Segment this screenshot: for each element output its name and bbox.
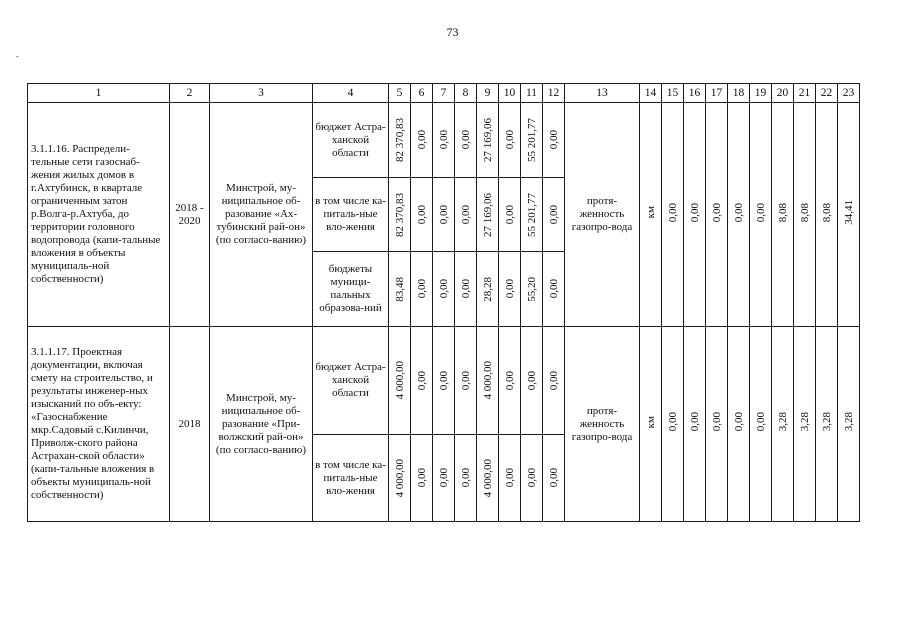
funding-value: 0,00	[547, 204, 560, 225]
indicator-value: 3,28	[798, 412, 811, 432]
indicator-value-cell	[816, 103, 838, 327]
funding-value-cell	[499, 178, 521, 252]
indicator-value: 0,00	[732, 202, 745, 223]
funding-value: 4 000,00	[481, 361, 494, 400]
indicator-value-cell	[662, 327, 684, 522]
indicator-value-cell	[706, 103, 728, 327]
column-header: 23	[838, 84, 860, 103]
column-header: 16	[684, 84, 706, 103]
funding-value: 0,00	[459, 130, 472, 150]
indicator-value-cell	[706, 327, 728, 522]
indicator-value: 3,28	[842, 412, 855, 432]
funding-value: 55,20	[525, 276, 538, 302]
funding-value-cell	[521, 178, 543, 252]
column-header: 19	[750, 84, 772, 103]
funding-value: 4 000,00	[393, 458, 406, 498]
funding-value-cell	[389, 327, 411, 435]
column-header: 20	[772, 84, 794, 103]
funding-value-cell	[521, 435, 543, 522]
indicator-value-cell	[816, 327, 838, 522]
funding-value-cell	[543, 435, 565, 522]
funding-value: 0,00	[437, 370, 450, 391]
funding-value: 0,00	[459, 370, 472, 391]
funding-value-cell	[433, 178, 455, 252]
table-row	[28, 103, 860, 178]
indicator-value: 0,00	[666, 412, 679, 432]
indicator-value-cell	[684, 327, 706, 522]
funding-value: 0,00	[437, 279, 450, 299]
funding-value: 0,00	[415, 370, 428, 391]
funding-value: 55 201,77	[525, 192, 538, 237]
funding-value-cell	[411, 435, 433, 522]
event-name-cell: 3.1.1.17. Проектная документации, включая смету на строительство, и результаты инженер-ных изысканий по объ-екту: «Газоснабжение мкр.Садовый с.Килинчи, Приволж-ского района Астрахан-ской области» (капи-тальные вложения в объекты муниципаль-ной собственности)	[28, 327, 170, 522]
funding-value: 0,00	[437, 204, 450, 225]
funding-source-cell: бюджет Астра-ханской области	[313, 327, 389, 435]
funding-value: 0,00	[547, 370, 560, 391]
indicator-value: 8,08	[820, 202, 833, 223]
column-header: 8	[455, 84, 477, 103]
funding-value-cell	[499, 435, 521, 522]
funding-value-cell	[411, 103, 433, 178]
funding-value-cell	[389, 178, 411, 252]
funding-value-cell	[543, 103, 565, 178]
column-header: 18	[728, 84, 750, 103]
funding-value-cell	[411, 252, 433, 327]
stray-mark: -	[16, 52, 19, 61]
funding-value-cell	[411, 327, 433, 435]
funding-value-cell	[499, 252, 521, 327]
funding-value: 27 169,06	[481, 192, 494, 237]
funding-value-cell	[455, 435, 477, 522]
period-cell: 2018	[170, 327, 210, 522]
funding-value-cell	[455, 103, 477, 178]
funding-value-cell	[433, 435, 455, 522]
funding-value-cell	[455, 178, 477, 252]
indicator-value: 0,00	[710, 202, 723, 223]
funding-value: 0,00	[415, 279, 428, 299]
funding-value: 4 000,00	[393, 361, 406, 400]
column-header: 17	[706, 84, 728, 103]
column-header: 6	[411, 84, 433, 103]
funding-value: 0,00	[503, 468, 516, 488]
funding-value-cell	[477, 252, 499, 327]
column-header: 21	[794, 84, 816, 103]
funding-value: 82 370,83	[393, 118, 406, 162]
event-name-cell: 3.1.1.16. Распредели-тельные сети газоснаб-жения жилых домов в г.Ахтубинск, в квартале ограниченным затон р.Волга-р.Ахтуба, до территории головного водопровода (капи-тальные вложения в объекты муниципаль-ной собственности)	[28, 103, 170, 327]
indicator-value-cell	[728, 327, 750, 522]
column-header: 10	[499, 84, 521, 103]
funding-value-cell	[411, 178, 433, 252]
column-header: 1	[28, 84, 170, 103]
funding-value-cell	[455, 327, 477, 435]
indicator-value-cell	[838, 327, 860, 522]
funding-value: 0,00	[503, 204, 516, 225]
funding-value: 83,48	[393, 276, 406, 302]
indicator-value: 8,08	[798, 202, 811, 223]
column-header: 5	[389, 84, 411, 103]
funding-value-cell	[389, 103, 411, 178]
funding-value-cell	[521, 327, 543, 435]
funding-value: 0,00	[525, 370, 538, 391]
column-header: 7	[433, 84, 455, 103]
indicator-value: 0,00	[688, 202, 701, 223]
funding-value: 0,00	[459, 279, 472, 299]
unit-label: км	[644, 415, 657, 429]
funding-value: 0,00	[415, 468, 428, 488]
indicator-value-cell	[728, 103, 750, 327]
column-header: 14	[640, 84, 662, 103]
indicator-value-cell	[794, 327, 816, 522]
funding-value: 0,00	[459, 468, 472, 488]
column-header: 2	[170, 84, 210, 103]
indicator-value-cell	[662, 103, 684, 327]
funding-value: 0,00	[459, 204, 472, 225]
column-header: 4	[313, 84, 389, 103]
indicator-value-cell	[772, 103, 794, 327]
column-header: 12	[543, 84, 565, 103]
funding-source-cell: бюджет Астра-ханской области	[313, 103, 389, 178]
column-header: 3	[210, 84, 313, 103]
funding-value: 0,00	[503, 279, 516, 299]
indicator-value: 0,00	[754, 202, 767, 223]
funding-source-cell: в том числе ка-питаль-ные вло-жения	[313, 178, 389, 252]
funding-value: 27 169,06	[481, 118, 494, 162]
indicator-value: 0,00	[754, 412, 767, 432]
column-header: 15	[662, 84, 684, 103]
indicator-value-cell	[838, 103, 860, 327]
funding-value: 0,00	[547, 130, 560, 150]
indicator-value: 3,28	[776, 412, 789, 432]
funding-value: 28,28	[481, 276, 494, 302]
funding-value-cell	[389, 252, 411, 327]
indicator-value: 0,00	[710, 412, 723, 432]
page-number: 73	[446, 25, 459, 39]
executor-cell: Минстрой, му-ниципальное об-разование «При-волжский рай-он» (по согласо-ванию)	[210, 327, 313, 522]
funding-value-cell	[543, 178, 565, 252]
funding-value: 82 370,83	[393, 192, 406, 237]
funding-value: 0,00	[503, 370, 516, 391]
unit-label: км	[644, 206, 657, 219]
funding-value-cell	[499, 327, 521, 435]
funding-value: 0,00	[525, 468, 538, 488]
funding-value: 0,00	[503, 130, 516, 150]
period-cell: 2018 - 2020	[170, 103, 210, 327]
funding-value: 55 201,77	[525, 118, 538, 162]
funding-value-cell	[543, 252, 565, 327]
funding-value: 0,00	[547, 279, 560, 299]
funding-value: 0,00	[415, 130, 428, 150]
indicator-value-cell	[750, 327, 772, 522]
funding-value-cell	[433, 327, 455, 435]
funding-value: 0,00	[547, 468, 560, 488]
indicator-value-cell	[772, 327, 794, 522]
unit-cell	[640, 103, 662, 327]
funding-value: 0,00	[415, 204, 428, 225]
column-header: 11	[521, 84, 543, 103]
indicator-value: 8,08	[776, 202, 789, 223]
column-header: 22	[816, 84, 838, 103]
indicator-value-cell	[794, 103, 816, 327]
unit-cell	[640, 327, 662, 522]
indicator-value: 0,00	[688, 412, 701, 432]
executor-cell: Минстрой, му-ниципальное об-разование «Ах-тубинский рай-он» (по согласо-ванию)	[210, 103, 313, 327]
funding-value-cell	[433, 103, 455, 178]
indicator-cell: протя-женность газопро-вода	[565, 327, 640, 522]
program-table	[27, 83, 860, 522]
funding-value: 4 000,00	[481, 458, 494, 498]
indicator-value: 3,28	[820, 412, 833, 432]
funding-value-cell	[499, 103, 521, 178]
funding-source-cell: бюджеты муници-пальных образова-ний	[313, 252, 389, 327]
indicator-value: 0,00	[732, 412, 745, 432]
funding-value: 0,00	[437, 130, 450, 150]
funding-value-cell	[521, 103, 543, 178]
funding-value-cell	[389, 435, 411, 522]
column-header: 13	[565, 84, 640, 103]
funding-source-cell: в том числе ка-питаль-ные вло-жения	[313, 435, 389, 522]
indicator-value: 0,00	[666, 202, 679, 223]
funding-value-cell	[477, 327, 499, 435]
funding-value-cell	[455, 252, 477, 327]
indicator-value: 34,41	[842, 200, 855, 225]
funding-value-cell	[477, 178, 499, 252]
funding-value-cell	[543, 327, 565, 435]
funding-value-cell	[433, 252, 455, 327]
table-row	[28, 327, 860, 435]
funding-value: 0,00	[437, 468, 450, 488]
funding-value-cell	[521, 252, 543, 327]
indicator-value-cell	[750, 103, 772, 327]
indicator-value-cell	[684, 103, 706, 327]
indicator-cell: протя-женность газопро-вода	[565, 103, 640, 327]
column-header: 9	[477, 84, 499, 103]
funding-value-cell	[477, 103, 499, 178]
column-header-row	[28, 84, 860, 103]
funding-value-cell	[477, 435, 499, 522]
